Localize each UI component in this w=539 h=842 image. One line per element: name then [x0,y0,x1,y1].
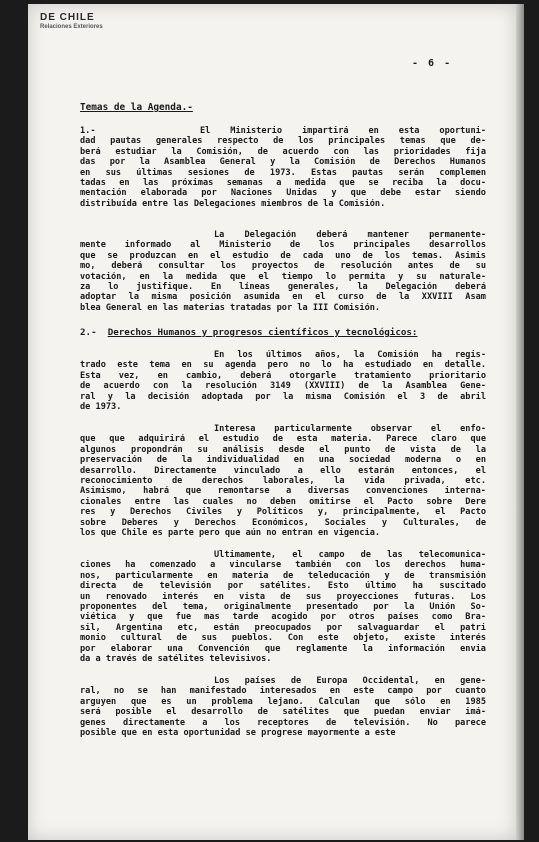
text-line: los que Chile es parte pero que aún no entran en vigencia. [80,528,381,539]
page-number: - 6 - [412,58,453,69]
text-line: monio cultural de sus pueblos. Con este objeto, existe interés [80,633,486,644]
page-edge [516,4,524,840]
section2-para2 [80,424,486,538]
text-line: distribuída entre las Delegaciones miembros de la Comisión. [80,198,386,209]
text-line: ral y la decisión adoptada por la misma Comisión el 3 de abril [80,391,486,402]
section2-para3 [80,550,486,664]
section2-para4 [80,676,486,738]
letterhead [40,12,103,30]
text-line: algunos propondrán su análisis desde el punto de vista de la [80,444,486,455]
text-line: arguyen que es un problema lejano. Calculan que sólo en 1985 [80,696,486,707]
text-line: adoptar la misma posición asumida en el curso de la XXVIII Asam [80,292,486,303]
text-line: sil, Argentina etc, están preocupados por salvaguardar el patri [80,622,486,633]
text-line: votación, en la medida que el tiempo lo permita y su naturale- [80,271,486,282]
text-line: mente informado al Ministerio de los principales desarrollos [80,240,486,251]
section2-title: Derechos Humanos y progresos científicos y tecnológicos: [107,327,418,338]
text-line: mo, deberá consultar los proyectos de resolución antes de su [80,261,486,272]
text-line: berá estudiar la Comisión, de acuerdo con las prioridades fija [80,146,486,157]
section1-number: 1.- [80,126,96,136]
text-line: preservación de la individualidad en una sociedad moderna o en [80,455,486,466]
text-line: viética y que fue mas tarde acogido por otros países como Bra- [80,612,486,623]
text-line: Interesa particularmente observar el enfo- [214,424,486,434]
text-line: directa de televisión por satélites. Esto último ha suscitado [80,581,486,592]
text-line: blea General en las materias tratadas por la III Comisión. [80,302,381,313]
letterhead-subtitle: Relaciones Exteriores [40,24,103,30]
text-line: posible que en esta oportunidad se progrese mayormente a este [80,728,396,739]
text-line: que se produzcan en el estudio de cada uno de los temas. Asimis [80,250,486,261]
text-line: ral, no se han manifestado interesados en este campo por cuanto [80,686,486,697]
text-line: La Delegación deberá mantener permanente- [214,230,486,240]
text-line: ciones ha comenzado a vincularse también con los derechos huma- [80,560,486,571]
text-line: proponentes del tema, originalmente presentado por la Unión So- [80,602,486,613]
text-line: un renovado interés en vista de sus proyecciones futuras. Los [80,591,486,602]
text-line: res y Derechos Civiles y Políticos y, principalmente, el Pacto [80,507,486,518]
text-line: cionales entre las cuales no deben omitirse el Pacto sobre Dere [80,496,486,507]
text-line: Los países de Europa Occidental, en gene- [214,676,486,686]
text-line: da a través de satélites televisivos. [80,654,272,665]
text-line: dad pautas generales respecto de los principales temas que de- [80,136,486,147]
text-line: que que adquirirá el estudio de esta materia. Parece claro que [80,434,486,445]
text-line: será posible el desarrollo de satélites que puedan enviar imá- [80,707,486,718]
text-line: desarrollo. Directamente vinculado a ello estarán entonces, el [80,465,486,476]
text-line: trado este tema en su agenda pero no lo ha estudiado en detalle. [80,360,486,371]
text-line: tadas en las próximas semanas a medida que se reciba la docu- [80,178,486,189]
text-line: sobre Deberes y Derechos Económicos, Sociales y Culturales, de [80,517,486,528]
text-line: Esta vez, en cambio, deberá otorgarle tratamiento prioritario [80,370,486,381]
section2-number: 2.- [80,327,97,338]
text-line: de acuerdo con la resolución 3149 (XXVIII) de la Asamblea Gene- [80,381,486,392]
text-line: En los últimos años, la Comisión ha regis- [214,350,486,360]
text-line: reconocimiento de derechos laborales, la vida privada, etc. [80,476,486,487]
text-line: mentación elaborada por Naciones Unidas y que debe estar siendo [80,188,486,199]
section2-heading [80,327,417,338]
text-line: de 1973. [80,402,122,413]
letterhead-title: DE CHILE [40,12,95,23]
section1-para1 [80,126,486,209]
text-line: por elaborar una Convención que reglamente la información envia [80,643,486,654]
text-line: Ultimamente, el campo de las telecomunica- [214,550,486,560]
section1-para2 [80,230,486,313]
text-line: en sus últimas sesiones de 1973. Estas pautas serán complemen [80,167,486,178]
text-line: genes directamente a los receptores de televisión. No parece [80,717,486,728]
section2-para1 [80,350,486,412]
text-line: 1.- El Ministerio impartirá en esta oportuni- [80,126,486,136]
text-line: nos, particularmente en materia de teleducación y de transmisión [80,570,486,581]
text-line: za lo justifique. En líneas generales, la Delegación deberá [80,282,486,293]
text-line: das por la Asamblea General y la Comisión de Derechos Humanos [80,157,486,168]
agenda-heading: Temas de la Agenda.- [80,102,193,113]
text-line: Asimismo, habrá que remontarse a diversas convenciones interna- [80,486,486,497]
